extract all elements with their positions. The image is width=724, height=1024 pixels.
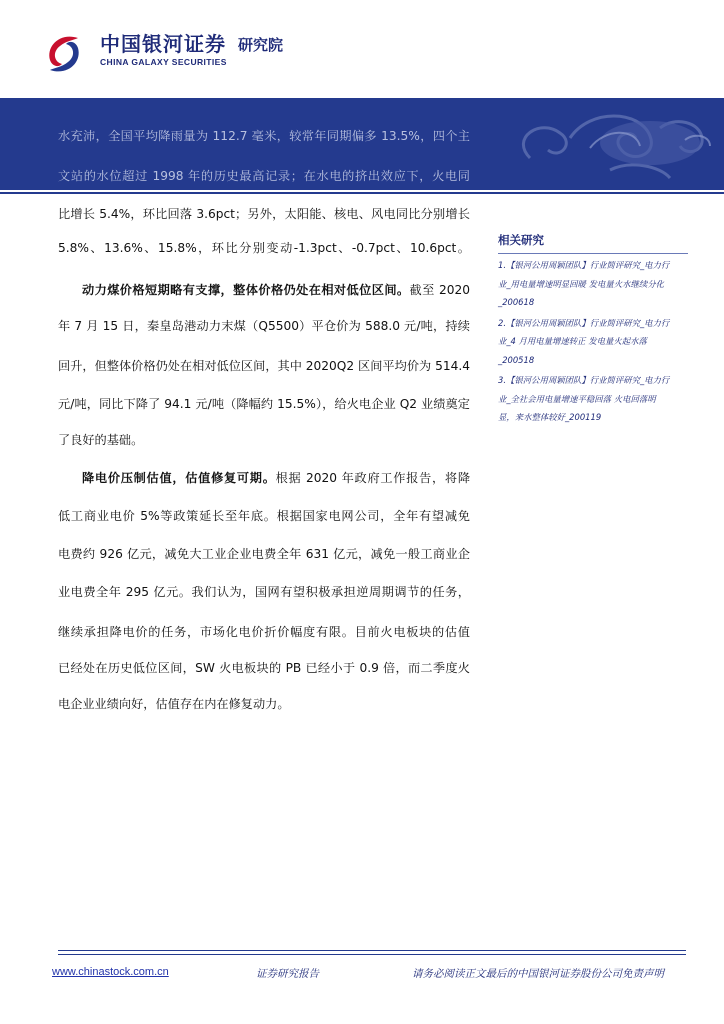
coal-price-heading: 动力煤价格短期略有支撑，整体价格仍处在相对低位区间。 xyxy=(82,283,410,297)
brand-name-en: CHINA GALAXY SECURITIES xyxy=(100,57,227,67)
body-line: 5.8%、13.6%、15.8%，环比分别变动-1.3pct、-0.7pct、10.6pct。 xyxy=(58,241,470,255)
body-line: 继续承担降电价的任务，市场化电价折价幅度有限。目前火电板块的估值 xyxy=(58,625,470,639)
paragraph-coal-line: 动力煤价格短期略有支撑，整体价格仍处在相对低位区间。截至 2020 xyxy=(82,283,470,297)
related-research-item[interactable]: 1.【银河公用周颖团队】行业简评研究_电力行 业_用电量增速明显回暖 发电量火水继续分化 _200618 xyxy=(498,260,670,307)
galaxy-logo-icon xyxy=(40,30,88,78)
body-line: 元/吨，同比下降了 94.1 元/吨（降幅约 15.5%），给火电企业 Q2 业绩奠定 xyxy=(58,397,470,411)
disclaimer-note: 请务必阅读正文最后的中国银河证券股份公司免责声明 xyxy=(412,968,664,980)
report-type-label: 证券研究报告 xyxy=(256,968,319,980)
related-research-item[interactable]: 2.【银河公用周颖团队】行业简评研究_电力行 业_4 月用电量增速转正 发电量火起水落 _200518 xyxy=(498,317,670,365)
body-line: 比增长 5.4%，环比回落 3.6pct；另外，太阳能、核电、风电同比分别增长 xyxy=(58,207,470,221)
body-line: 年 7 月 15 日，秦皇岛港动力末煤（Q5500）平仓价为 588.0 元/吨，持续 xyxy=(58,319,470,333)
footer-divider xyxy=(58,950,686,951)
institute-label: 研究院 xyxy=(238,36,284,54)
body-line: 文站的水位超过 1998 年的历史最高记录；在水电的挤出效应下，火电同 xyxy=(58,169,470,183)
valuation-heading: 降电价压制估值，估值修复可期。 xyxy=(82,471,276,485)
banner-underline xyxy=(0,192,724,194)
related-research-item[interactable]: 3.【银河公用周颖团队】行业简评研究_电力行 业_全社会用电量增速平稳回落 火电回落明 显，来水整体较好_200119 xyxy=(498,375,670,422)
paragraph-valuation-line: 降电价压制估值，估值修复可期。根据 2020 年政府工作报告，将降 xyxy=(82,471,470,485)
body-line: 水充沛，全国平均降雨量为 112.7 毫米，较常年同期偏多 13.5%，四个主 xyxy=(58,129,470,143)
company-logo xyxy=(30,24,310,80)
body-line: 业电费全年 295 亿元。我们认为，国网有望积极承担逆周期调节的任务， xyxy=(58,585,470,599)
body-line: 回升，但整体价格仍处在相对低位区间，其中 2020Q2 区间平均价为 514.4 xyxy=(58,359,470,373)
related-research-panel xyxy=(498,232,688,427)
related-research-title: 相关研究 xyxy=(498,232,688,254)
body-line: 电费约 926 亿元，减免大工业企业电费全年 631 亿元，减免一般工商业企 xyxy=(58,547,470,561)
body-line: 了良好的基础。 xyxy=(58,433,144,447)
body-line: 已经处在历史低位区间，SW 火电板块的 PB 已经小于 0.9 倍，而二季度火 xyxy=(58,661,470,675)
body-line: 低工商业电价 5%等政策延长至年底。根据国家电网公司，全年有望减免 xyxy=(58,509,470,523)
website-link[interactable]: www.chinastock.com.cn xyxy=(52,966,169,978)
brand-name-cn: 中国银河证券 xyxy=(100,32,226,56)
footer-divider xyxy=(58,954,686,955)
body-line: 电企业业绩向好，估值存在内在修复动力。 xyxy=(58,697,290,711)
